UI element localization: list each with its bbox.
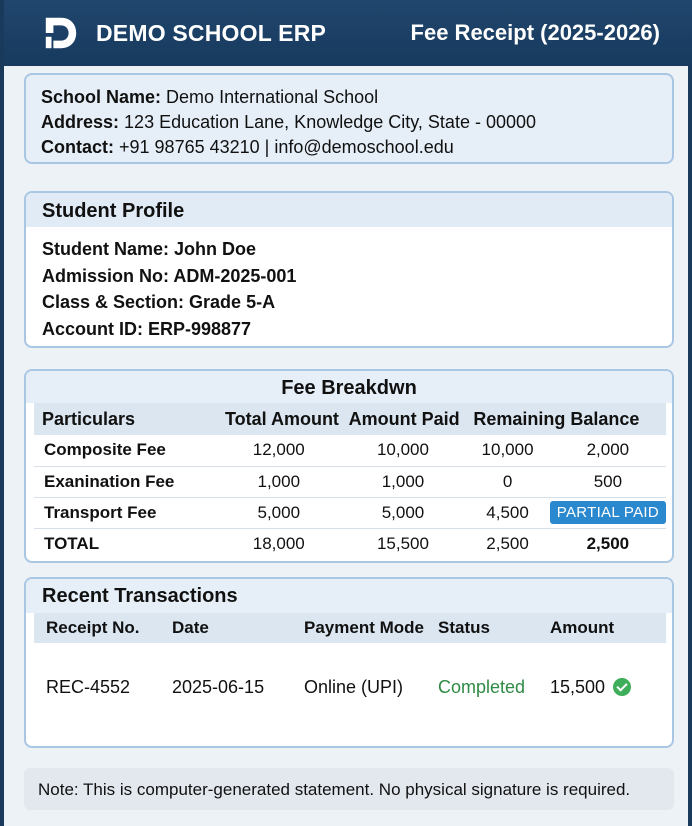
fee-remaining: 10,000 bbox=[465, 435, 549, 466]
col-particulars: Particulars bbox=[34, 403, 217, 435]
fee-row-composite bbox=[34, 435, 666, 466]
fee-table-header bbox=[34, 403, 666, 435]
transaction-status: Completed bbox=[438, 676, 526, 697]
admission-number: Admission No: ADM-2025-001 bbox=[42, 265, 297, 286]
fee-remaining: 0 bbox=[465, 466, 549, 497]
fee-total-extra: 2,500 bbox=[586, 533, 630, 553]
fee-name: Exanination Fee bbox=[34, 466, 217, 497]
account-id: Account ID: ERP-998877 bbox=[42, 318, 252, 339]
fee-total-total: 18,000 bbox=[252, 533, 305, 553]
transactions-table-header bbox=[34, 613, 666, 643]
transaction-mode: Online (UPI) bbox=[304, 676, 404, 697]
student-name: Student Name: John Doe bbox=[42, 239, 257, 259]
fee-total-label: TOTAL bbox=[44, 533, 100, 553]
school-contact-label: Contact: bbox=[41, 137, 114, 157]
col-payment-mode: Payment Mode bbox=[292, 613, 426, 643]
school-address-line bbox=[41, 110, 672, 135]
fee-row-total bbox=[34, 528, 666, 559]
fee-extra: 2,000 bbox=[550, 435, 666, 466]
school-contact-value: +91 98765 43210 | info@demoschool.edu bbox=[119, 137, 454, 157]
d-letter-logo-icon bbox=[42, 14, 80, 52]
school-info-card bbox=[24, 73, 674, 164]
fee-total: 12,000 bbox=[217, 435, 341, 466]
recent-transactions-title: Recent Transactions bbox=[26, 579, 672, 613]
fee-total: 5,000 bbox=[217, 497, 341, 528]
school-name-line bbox=[41, 85, 672, 110]
fee-name: Composite Fee bbox=[34, 435, 217, 466]
school-address-label: Address: bbox=[41, 112, 120, 132]
class-section: Class & Section: Grade 5-A bbox=[42, 292, 276, 312]
fee-total-remaining: 2,500 bbox=[486, 533, 529, 553]
col-amount: Amount bbox=[538, 613, 666, 643]
school-contact-line bbox=[41, 135, 672, 160]
fee-extra-cell bbox=[550, 497, 666, 528]
fee-breakdown-title: Fee Breakdwn bbox=[26, 371, 672, 403]
col-status: Status bbox=[426, 613, 538, 643]
fee-total-paid: 15,500 bbox=[376, 533, 429, 553]
partial-paid-badge: PARTIAL PAID bbox=[550, 501, 666, 524]
fee-breakdown-card bbox=[24, 369, 674, 563]
transaction-receipt: REC-4552 bbox=[46, 676, 131, 697]
header-bar bbox=[4, 0, 692, 66]
col-amount-paid: Amount Paid bbox=[341, 403, 466, 435]
transaction-date: 2025-06-15 bbox=[172, 676, 265, 697]
fee-name: Transport Fee bbox=[34, 497, 217, 528]
col-date: Date bbox=[160, 613, 292, 643]
fee-extra: 500 bbox=[550, 466, 666, 497]
fee-total: 1,000 bbox=[217, 466, 341, 497]
receipt-title: Fee Receipt (2025-2026) bbox=[410, 20, 660, 45]
transaction-amount: 15,500 bbox=[550, 676, 606, 697]
transaction-amount-cell bbox=[538, 643, 666, 731]
footer-note: Note: This is computer-generated statement. No physical signature is required. bbox=[24, 768, 674, 810]
fee-remaining: 4,500 bbox=[465, 497, 549, 528]
fee-paid: 10,000 bbox=[341, 435, 466, 466]
school-name-label: School Name: bbox=[41, 87, 162, 107]
fee-paid: 1,000 bbox=[341, 466, 466, 497]
student-profile-card bbox=[24, 191, 674, 348]
student-profile-title: Student Profile bbox=[26, 193, 672, 227]
recent-transactions-card bbox=[24, 577, 674, 748]
col-remaining-balance: Remaining Balance bbox=[465, 403, 666, 435]
fee-row-transport bbox=[34, 497, 666, 528]
school-name-value: Demo International School bbox=[166, 87, 379, 107]
app-title: DEMO SCHOOL ERP bbox=[96, 19, 327, 46]
school-address-value: 123 Education Lane, Knowledge City, State - 00000 bbox=[124, 112, 536, 132]
transaction-row[interactable] bbox=[34, 643, 666, 731]
fee-paid: 5,000 bbox=[341, 497, 466, 528]
col-total-amount: Total Amount bbox=[217, 403, 341, 435]
fee-row-examination bbox=[34, 466, 666, 497]
check-circle-icon bbox=[613, 678, 631, 696]
fee-breakdown-table bbox=[34, 403, 666, 559]
col-receipt-no: Receipt No. bbox=[34, 613, 160, 643]
transactions-table bbox=[34, 613, 666, 731]
